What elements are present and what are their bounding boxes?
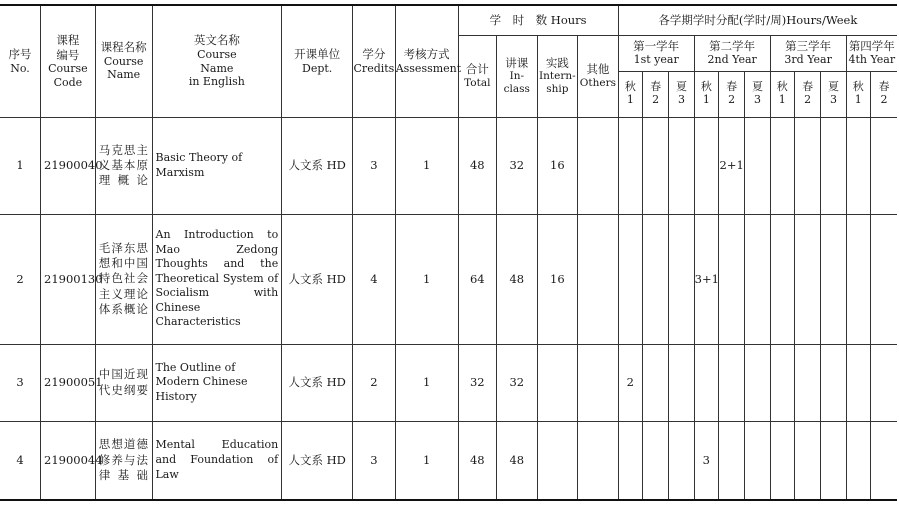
header-semester-10: 秋 1 [846,71,870,117]
semester-hours-11 [870,421,897,500]
header-credits: 学分 Credits [353,5,396,117]
header-semester-11: 春 2 [870,71,897,117]
semester-hours-3 [669,421,694,500]
semester-hours-4: 3+1 [694,214,718,344]
hours-total: 32 [458,344,497,421]
course-credits: 4 [353,214,396,344]
hours-total: 48 [458,117,497,214]
hours-others [578,421,619,500]
course-dept: 人文系 HD [282,117,353,214]
course-name-cn: 中国近现代史纲要 [95,344,152,421]
semester-hours-2 [642,214,668,344]
semester-hours-11 [870,214,897,344]
course-code: 21900051 [41,344,96,421]
semester-hours-9 [821,421,846,500]
hours-others [578,117,619,214]
hours-internship: 16 [537,117,578,214]
semester-hours-6 [745,421,770,500]
semester-hours-1: 2 [618,344,642,421]
course-name-en: An Introduction to Mao Zedong Thoughts and the Theoretical System of Socialism with Chinese Characteristics [152,214,282,344]
header-seq: 序号 No. [0,5,41,117]
semester-hours-7 [770,344,794,421]
hours-inclass: 32 [497,344,538,421]
table-row [0,421,897,500]
semester-hours-2 [642,421,668,500]
header-year-4: 第四学年 4th Year [846,35,897,71]
header-name-cn: 课程名称 Course Name [95,5,152,117]
course-dept: 人文系 HD [282,421,353,500]
hours-internship [537,421,578,500]
header-semester-5: 春 2 [718,71,744,117]
course-assessment: 1 [395,117,458,214]
course-code: 21900130 [41,214,96,344]
semester-hours-10 [846,117,870,214]
course-credits: 3 [353,421,396,500]
header-year-2: 第二学年 2nd Year [694,35,770,71]
semester-hours-10 [846,344,870,421]
semester-hours-8 [794,117,820,214]
semester-hours-2 [642,344,668,421]
semester-hours-9 [821,344,846,421]
row-number: 4 [0,421,41,500]
table-row [0,117,897,214]
hours-inclass: 32 [497,117,538,214]
course-code: 21900040 [41,117,96,214]
header-name-en: 英文名称 Course Name in English [152,5,282,117]
table-body [0,117,897,500]
semester-hours-2 [642,117,668,214]
course-credits: 3 [353,117,396,214]
table-row [0,344,897,421]
header-semester-7: 秋 1 [770,71,794,117]
header-year-1: 第一学年 1st year [618,35,694,71]
hours-inclass: 48 [497,214,538,344]
semester-hours-10 [846,421,870,500]
header-others: 其他 Others [578,35,619,117]
row-number: 1 [0,117,41,214]
hours-internship: 16 [537,214,578,344]
header-total: 合计 Total [458,35,497,117]
header-semester-1: 秋 1 [618,71,642,117]
hours-internship [537,344,578,421]
hours-total: 48 [458,421,497,500]
semester-hours-9 [821,117,846,214]
hours-total: 64 [458,214,497,344]
header-semester-group: 各学期学时分配(学时/周)Hours/Week [618,5,897,35]
course-name-en: Mental Education and Foundation of Law [152,421,282,500]
course-schedule-table [0,4,897,501]
course-assessment: 1 [395,214,458,344]
semester-hours-5 [718,344,744,421]
semester-hours-5 [718,421,744,500]
semester-hours-1 [618,421,642,500]
semester-hours-10 [846,214,870,344]
course-name-cn: 毛泽东思想和中国特色社会主义理论体系概论 [95,214,152,344]
header-semester-3: 夏 3 [669,71,694,117]
header-hours-group: 学 时 数 Hours [458,5,618,35]
header-semester-9: 夏 3 [821,71,846,117]
semester-hours-4 [694,344,718,421]
course-name-cn: 马克思主义基本原理概论 [95,117,152,214]
header-assessment: 考核方式 Assessment [395,5,458,117]
header-code: 课程 编号 Course Code [41,5,96,117]
semester-hours-8 [794,214,820,344]
header-inclass: 讲课 In- class [497,35,538,117]
semester-hours-7 [770,421,794,500]
header-semester-4: 秋 1 [694,71,718,117]
row-number: 2 [0,214,41,344]
semester-hours-11 [870,117,897,214]
course-code: 21900044 [41,421,96,500]
semester-hours-6 [745,344,770,421]
header-year-3: 第三学年 3rd Year [770,35,846,71]
course-dept: 人文系 HD [282,214,353,344]
course-dept: 人文系 HD [282,344,353,421]
semester-hours-5: 2+1 [718,117,744,214]
course-assessment: 1 [395,421,458,500]
header-internship: 实践 Intern- ship [537,35,578,117]
header-dept: 开课单位 Dept. [282,5,353,117]
semester-hours-7 [770,117,794,214]
semester-hours-3 [669,117,694,214]
header-semester-8: 春 2 [794,71,820,117]
semester-hours-7 [770,214,794,344]
semester-hours-8 [794,421,820,500]
semester-hours-6 [745,214,770,344]
header-semester-2: 春 2 [642,71,668,117]
semester-hours-3 [669,214,694,344]
semester-hours-5 [718,214,744,344]
course-assessment: 1 [395,344,458,421]
semester-hours-4 [694,117,718,214]
semester-hours-8 [794,344,820,421]
course-name-en: Basic Theory of Marxism [152,117,282,214]
hours-inclass: 48 [497,421,538,500]
header-semester-6: 夏 3 [745,71,770,117]
course-name-cn: 思想道德修养与法律基础 [95,421,152,500]
table-row [0,214,897,344]
row-number: 3 [0,344,41,421]
semester-hours-1 [618,214,642,344]
semester-hours-4: 3 [694,421,718,500]
semester-hours-6 [745,117,770,214]
semester-hours-9 [821,214,846,344]
semester-hours-1 [618,117,642,214]
semester-hours-11 [870,344,897,421]
hours-others [578,214,619,344]
table-header [0,5,897,117]
course-name-en: The Outline of Modern Chinese History [152,344,282,421]
semester-hours-3 [669,344,694,421]
course-credits: 2 [353,344,396,421]
hours-others [578,344,619,421]
